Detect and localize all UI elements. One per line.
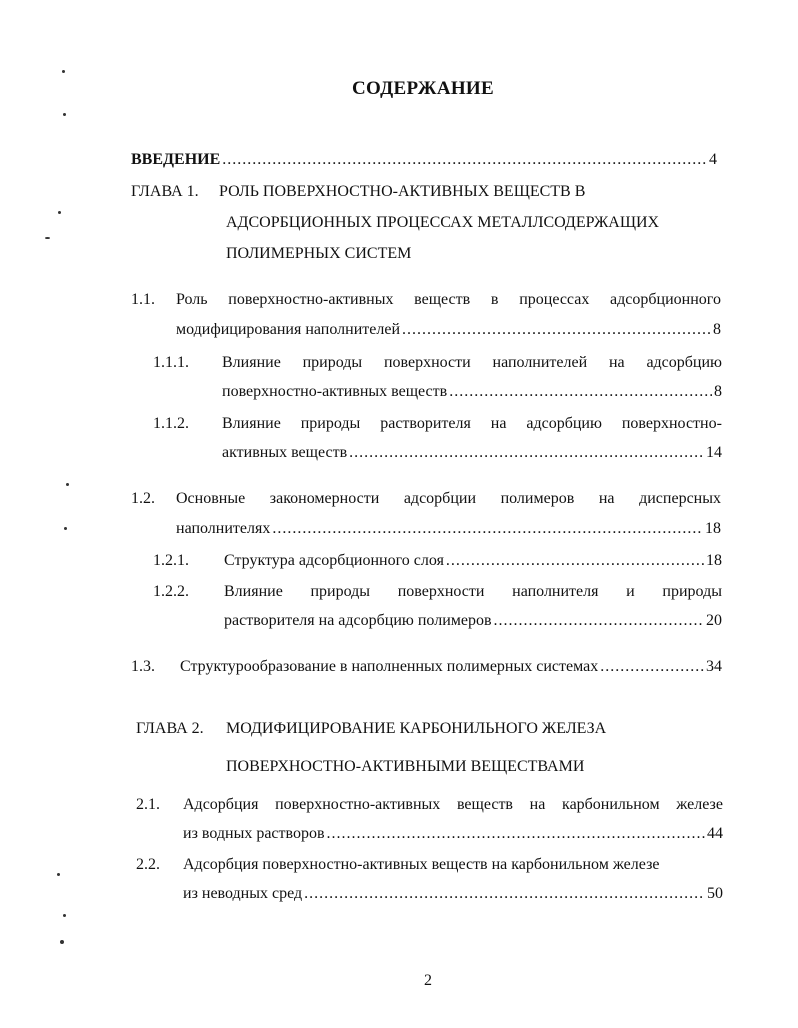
chapter-2-number: ГЛАВА 2.	[136, 720, 204, 737]
word: на	[598, 490, 615, 507]
word: адсорбции	[403, 490, 476, 507]
section-title-line	[222, 414, 722, 434]
scan-speck	[62, 70, 65, 73]
toc-entry-line	[183, 824, 723, 844]
toc-entry-line	[176, 320, 721, 340]
section-number: 1.2.2.	[153, 583, 189, 600]
toc-entry-label: из водных растворов	[183, 825, 325, 842]
word: полимеров	[500, 490, 575, 507]
word: природы	[662, 583, 722, 600]
toc-entry-page: 34	[706, 658, 722, 675]
word: Основные	[176, 490, 246, 507]
word: поверхности	[383, 354, 471, 371]
word: адсорбционного	[610, 291, 721, 308]
word: поверхности	[397, 583, 485, 600]
toc-entry-page: 14	[706, 444, 722, 461]
scan-speck	[63, 113, 66, 116]
word: поверхностно-активных	[275, 796, 441, 813]
toc-entry-label: Структура адсорбционного слоя	[224, 552, 444, 569]
word: Влияние	[224, 583, 283, 600]
section-title-line	[222, 353, 722, 373]
scan-speck	[58, 211, 61, 214]
word: Роль	[176, 291, 208, 308]
toc-entry-page: 44	[707, 825, 723, 842]
section-number: 1.1.	[131, 291, 155, 308]
chapter-1-title-line: РОЛЬ ПОВЕРХНОСТНО-АКТИВНЫХ ВЕЩЕСТВ В	[219, 183, 586, 200]
toc-entry-intro	[131, 150, 717, 170]
toc-entry-label: активных веществ	[222, 444, 348, 461]
chapter-1-title-line: ПОЛИМЕРНЫХ СИСТЕМ	[226, 245, 412, 262]
section-number: 1.2.1.	[153, 552, 189, 569]
scan-speck	[66, 483, 69, 486]
toc-entry-line	[222, 443, 722, 463]
scan-speck	[63, 914, 66, 917]
section-number: 2.2.	[136, 856, 160, 873]
toc-entry-page: 8	[713, 321, 721, 338]
scan-speck	[57, 873, 60, 876]
section-title-line: Адсорбция поверхностно-активных веществ на карбонильном железе	[183, 856, 660, 873]
chapter-2-title-line: МОДИФИЦИРОВАНИЕ КАРБОНИЛЬНОГО ЖЕЛЕЗА	[226, 720, 607, 737]
word: закономерности	[269, 490, 380, 507]
section-title-line	[176, 489, 721, 509]
leader-dots	[446, 551, 704, 571]
toc-entry-line	[222, 382, 722, 402]
section-title-line	[176, 290, 721, 310]
section-number: 1.1.2.	[153, 415, 189, 432]
leader-dots	[402, 320, 711, 340]
toc-entry-page: 18	[705, 520, 721, 537]
leader-dots	[494, 611, 704, 631]
toc-entry-page: 20	[706, 612, 722, 629]
word: процессах	[519, 291, 590, 308]
chapter-1-title-line: АДСОРБЦИОННЫХ ПРОЦЕССАХ МЕТАЛЛСОДЕРЖАЩИХ	[226, 214, 660, 231]
word: растворителя	[380, 415, 471, 432]
toc-title: СОДЕРЖАНИЕ	[352, 78, 494, 99]
leader-dots	[449, 382, 712, 402]
word: на	[608, 354, 625, 371]
toc-entry-line	[183, 884, 723, 904]
leader-dots	[304, 884, 705, 904]
word: наполнителей	[492, 354, 588, 371]
word: адсорбцию	[646, 354, 722, 371]
word: адсорбцию	[526, 415, 602, 432]
toc-entry-label: поверхностно-активных веществ	[222, 383, 448, 400]
toc-entry-page: 18	[706, 552, 722, 569]
word: поверхностно-активных	[228, 291, 394, 308]
word: природы	[302, 354, 363, 371]
page-number: 2	[424, 972, 432, 989]
word: веществ	[414, 291, 471, 308]
word: железе	[676, 796, 723, 813]
scan-speck	[60, 940, 64, 944]
section-number: 1.1.1.	[153, 354, 189, 371]
chapter-1-number: ГЛАВА 1.	[131, 183, 199, 200]
word: поверхностно-	[621, 415, 722, 432]
section-title-line	[183, 795, 723, 815]
toc-entry-page: 50	[707, 885, 723, 902]
toc-entry-page: 8	[714, 383, 722, 400]
section-number: 2.1.	[136, 796, 160, 813]
toc-entry-line	[176, 519, 721, 539]
section-number: 1.2.	[131, 490, 155, 507]
toc-entry-line	[180, 657, 722, 677]
word: веществ	[456, 796, 513, 813]
leader-dots	[272, 519, 703, 539]
word: на	[490, 415, 507, 432]
leader-dots	[327, 824, 705, 844]
leader-dots	[222, 150, 707, 170]
toc-entry-line	[224, 551, 722, 571]
section-number: 1.3.	[131, 658, 155, 675]
word: природы	[310, 583, 371, 600]
word: природы	[300, 415, 361, 432]
word: Влияние	[222, 415, 281, 432]
word: на	[529, 796, 546, 813]
toc-entry-label: модифицирования наполнителей	[176, 321, 401, 338]
toc-entry-label: ВВЕДЕНИЕ	[131, 151, 221, 168]
word: дисперсных	[639, 490, 721, 507]
word: в	[490, 291, 499, 308]
word: Влияние	[222, 354, 281, 371]
word: карбонильном	[562, 796, 660, 813]
toc-entry-label: Структурообразование в наполненных полимерных системах	[180, 658, 599, 675]
word: наполнителя	[512, 583, 599, 600]
leader-dots	[349, 443, 704, 463]
toc-entry-label: из неводных сред	[183, 885, 303, 902]
toc-entry-page: 4	[709, 151, 717, 168]
word: Адсорбция	[183, 796, 259, 813]
scan-speck	[64, 527, 67, 530]
scan-speck	[45, 237, 50, 239]
toc-entry-line	[224, 611, 722, 631]
toc-entry-label: растворителя на адсорбцию полимеров	[224, 612, 492, 629]
toc-entry-label: наполнителях	[176, 520, 271, 537]
section-title-line	[224, 582, 722, 602]
chapter-2-title-line: ПОВЕРХНОСТНО-АКТИВНЫМИ ВЕЩЕСТВАМИ	[226, 758, 585, 775]
leader-dots	[600, 657, 704, 677]
word: и	[626, 583, 635, 600]
